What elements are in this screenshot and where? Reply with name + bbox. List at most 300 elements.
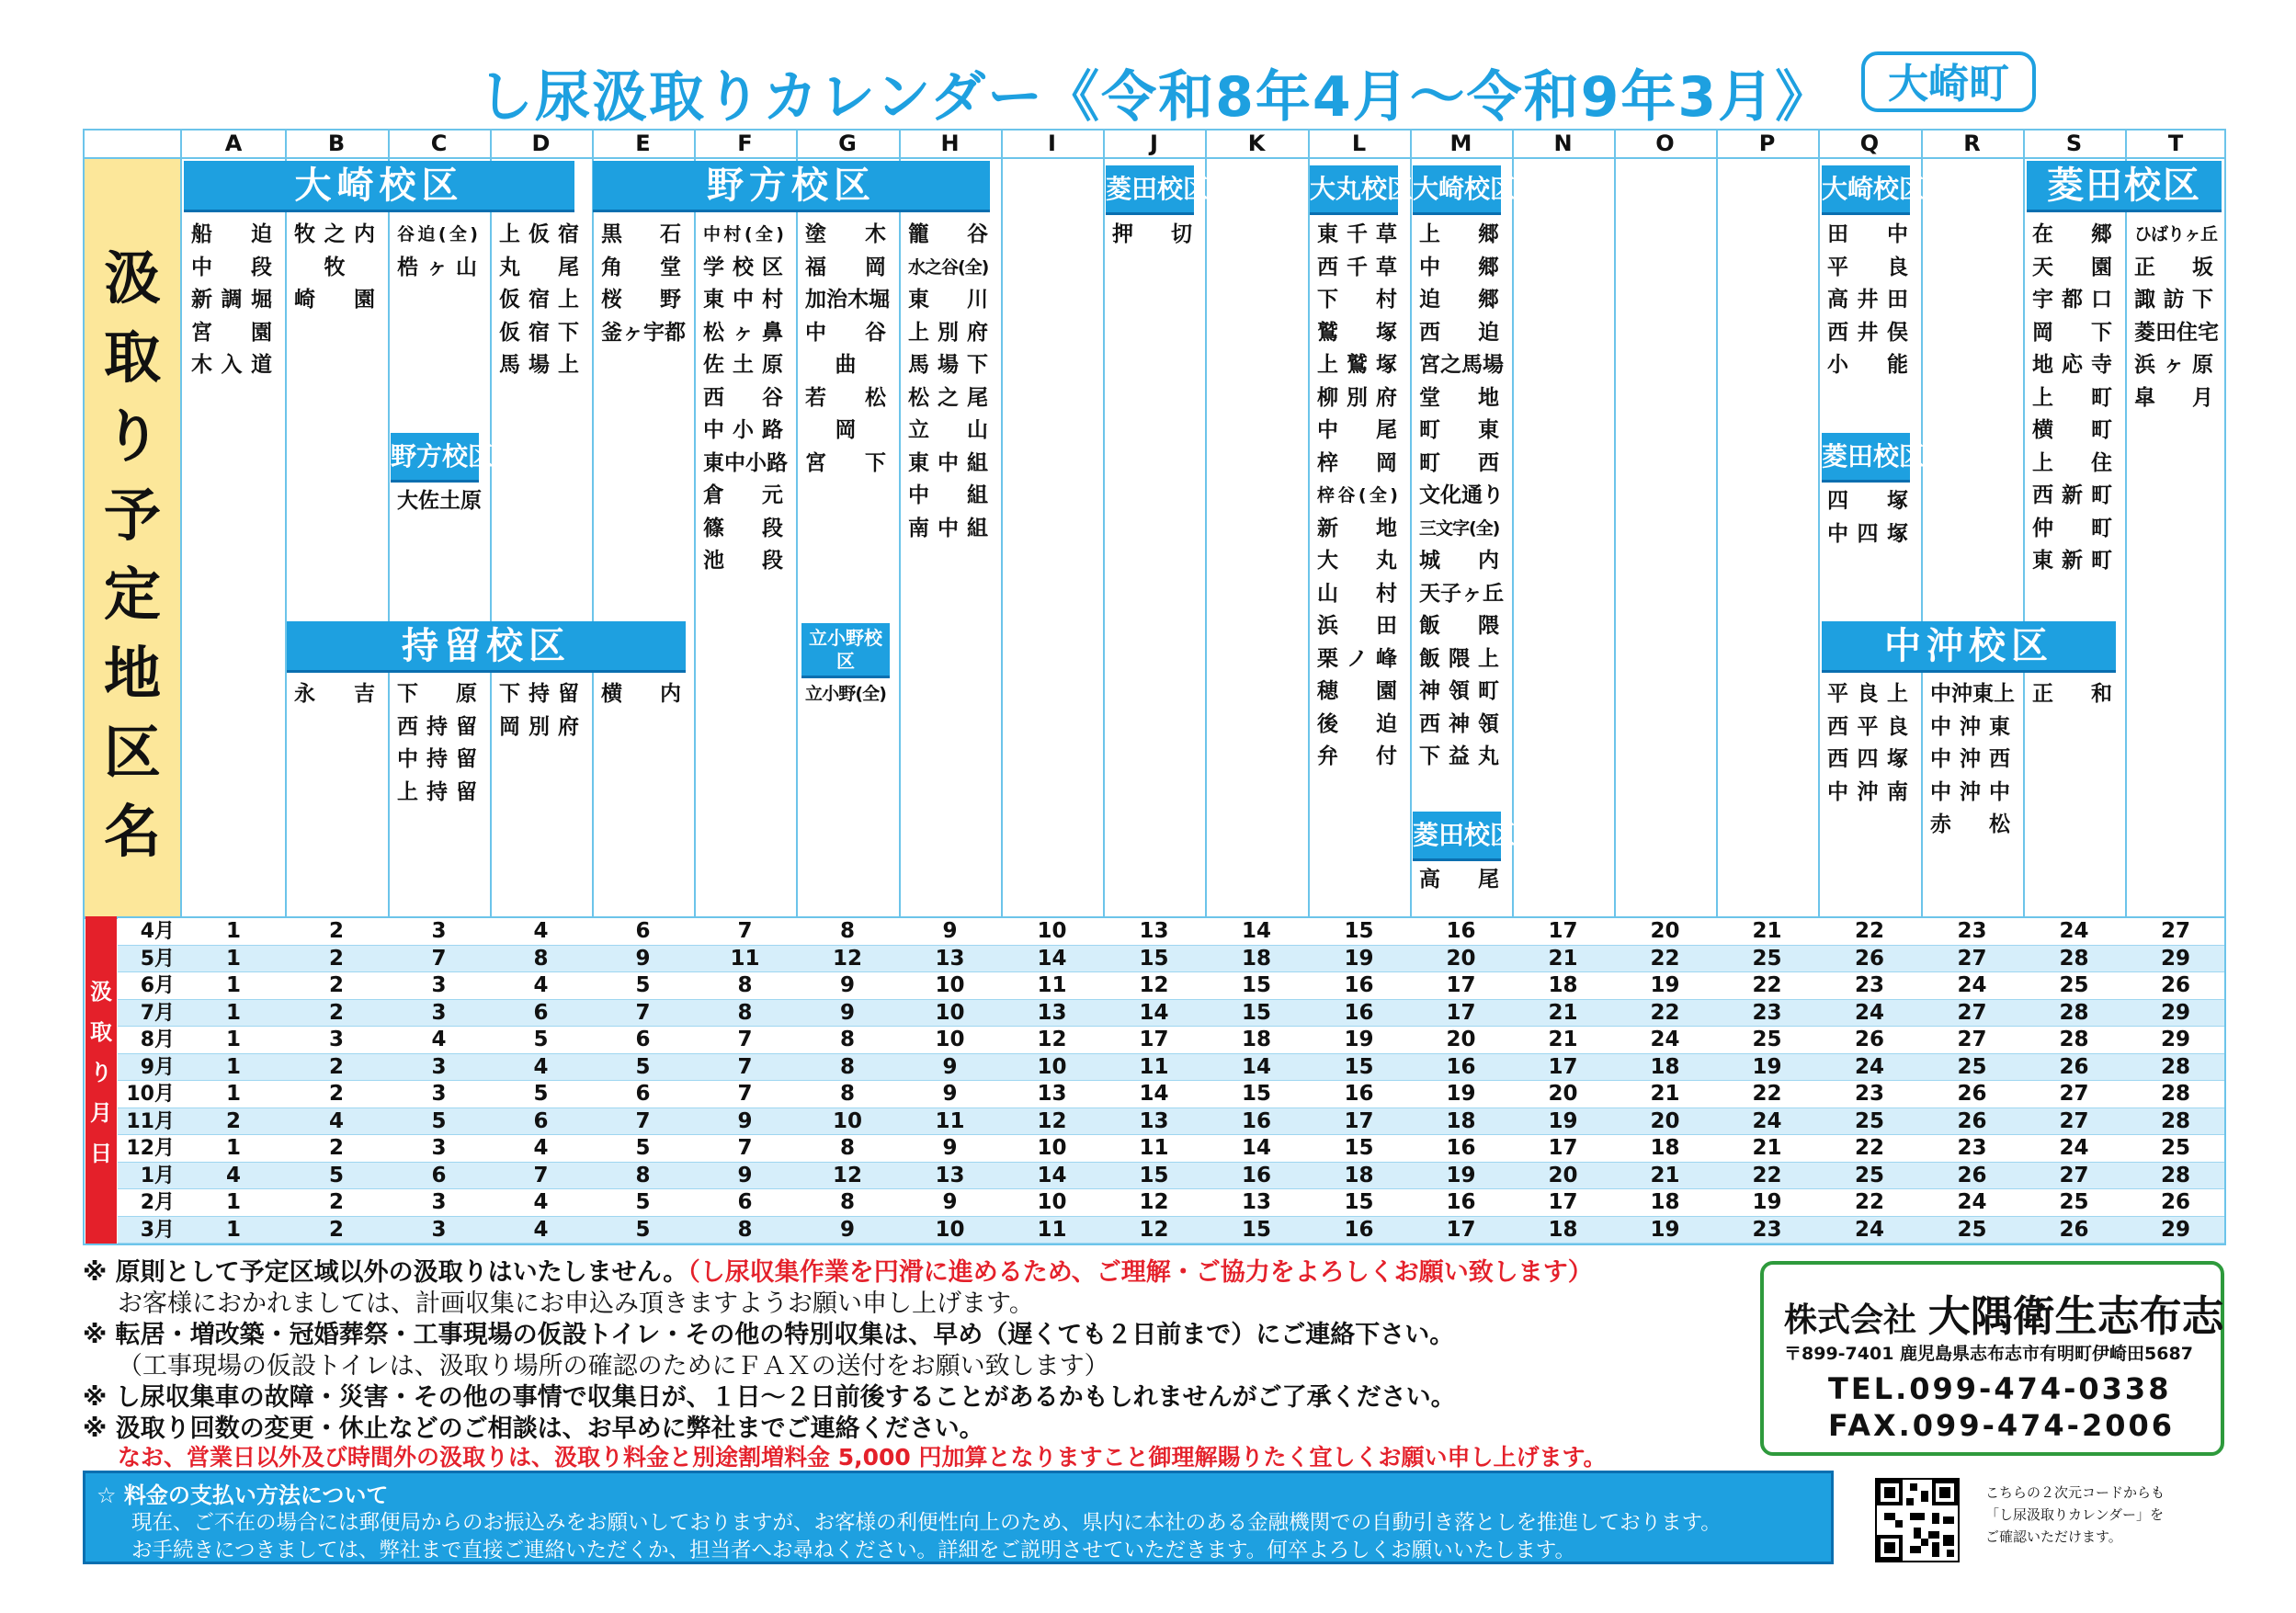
schedule-day: 5 bbox=[635, 973, 651, 997]
area-list-d1 bbox=[499, 219, 579, 382]
area-name: 三文字(全) bbox=[1419, 517, 1500, 539]
area-name: 後迫 bbox=[1317, 711, 1397, 736]
area-list-b1 bbox=[294, 219, 375, 317]
area-name: 岡別府 bbox=[499, 714, 579, 739]
schedule-day: 17 bbox=[1139, 1028, 1169, 1051]
schedule-day: 3 bbox=[431, 1054, 447, 1079]
area-name: 上住 bbox=[2032, 450, 2112, 475]
schedule-day: 29 bbox=[2160, 1217, 2190, 1242]
schedule-day: 19 bbox=[1548, 1108, 1578, 1133]
company-fax: FAX.099-474-2006 bbox=[1828, 1408, 2175, 1443]
schedule-day: 9 bbox=[839, 973, 855, 997]
schedule-day: 21 bbox=[1548, 946, 1578, 971]
area-name: 中沖南 bbox=[1827, 779, 1908, 804]
schedule-row bbox=[118, 1217, 2224, 1244]
area-list-e1 bbox=[601, 219, 686, 349]
schedule-day: 18 bbox=[1650, 1136, 1680, 1160]
banner-osaki: 大崎校区 bbox=[184, 161, 574, 212]
area-name: 中持留 bbox=[397, 747, 477, 771]
company-name-line bbox=[1784, 1283, 2224, 1344]
schedule-day: 7 bbox=[635, 1108, 651, 1133]
schedule-row bbox=[118, 1163, 2224, 1190]
schedule-day: 9 bbox=[839, 1000, 855, 1025]
schedule-day: 19 bbox=[1344, 1028, 1374, 1051]
schedule-day: 16 bbox=[1446, 1054, 1476, 1079]
qr-note-line: こちらの２次元コードからも bbox=[1985, 1484, 2165, 1501]
area-name: 梓岡 bbox=[1317, 450, 1397, 475]
area-name: 西持留 bbox=[397, 714, 477, 739]
schedule-month: 4月 bbox=[140, 920, 175, 943]
schedule-day: 19 bbox=[1752, 1190, 1782, 1214]
schedule-day: 3 bbox=[431, 1082, 447, 1106]
schedule-day: 18 bbox=[1548, 1217, 1578, 1242]
schedule-day: 12 bbox=[1139, 1217, 1169, 1242]
schedule-day: 1 bbox=[225, 1000, 241, 1025]
schedule-month: 8月 bbox=[140, 1028, 175, 1051]
area-name: 穂園 bbox=[1317, 679, 1397, 703]
schedule-day: 8 bbox=[839, 1190, 855, 1214]
area-name: 仲町 bbox=[2032, 516, 2112, 540]
schedule-day: 10 bbox=[1037, 1190, 1067, 1214]
area-name: 松ヶ鼻 bbox=[703, 320, 783, 345]
schedule-day: 26 bbox=[1957, 1163, 1987, 1187]
schedule-day: 3 bbox=[431, 1190, 447, 1214]
schedule-row bbox=[118, 1027, 2224, 1054]
month-label-char: 日 bbox=[90, 1141, 112, 1166]
area-list-s3 bbox=[2032, 678, 2112, 711]
area-name: 東川 bbox=[908, 288, 988, 312]
schedule-day: 16 bbox=[1241, 1163, 1271, 1187]
schedule-day: 18 bbox=[1650, 1190, 1680, 1214]
schedule-day: 9 bbox=[839, 1217, 855, 1242]
area-name: 中沖東上 bbox=[1930, 682, 2015, 706]
schedule-day: 3 bbox=[431, 1217, 447, 1242]
company-box bbox=[1760, 1261, 2224, 1456]
schedule-day: 12 bbox=[832, 946, 862, 971]
area-name: 新地 bbox=[1317, 516, 1397, 540]
area-name: 柳別府 bbox=[1317, 385, 1397, 410]
schedule-day: 7 bbox=[635, 1000, 651, 1025]
schedule-day: 22 bbox=[1752, 973, 1782, 997]
schedule-day: 26 bbox=[2160, 1190, 2190, 1214]
schedule-day: 2 bbox=[328, 946, 344, 971]
column-header-l: L bbox=[1351, 131, 1367, 156]
side-title-char: 名 bbox=[103, 798, 161, 865]
banner-hishida-m: 菱田校区 bbox=[1413, 812, 1501, 861]
schedule-row bbox=[118, 1189, 2224, 1217]
area-name: 池段 bbox=[703, 549, 783, 573]
area-name: 福岡 bbox=[805, 255, 886, 279]
schedule-day: 4 bbox=[533, 1136, 549, 1160]
area-name: 田中 bbox=[1827, 222, 1908, 246]
column-header-r: R bbox=[1963, 131, 1981, 156]
qr-note bbox=[1985, 1482, 2165, 1548]
area-name: 横内 bbox=[601, 682, 681, 706]
month-label bbox=[85, 916, 117, 1244]
area-name: 谷迫(全) bbox=[397, 224, 477, 244]
schedule-day: 19 bbox=[1752, 1054, 1782, 1079]
area-name: 若松 bbox=[805, 385, 886, 410]
schedule-day: 11 bbox=[1139, 1054, 1169, 1079]
schedule-row bbox=[118, 1135, 2224, 1163]
schedule-day: 7 bbox=[737, 1136, 753, 1160]
schedule-day: 9 bbox=[942, 1054, 958, 1079]
schedule-day: 15 bbox=[1139, 1163, 1169, 1187]
schedule-day: 10 bbox=[832, 1108, 862, 1133]
schedule-day: 12 bbox=[1139, 973, 1169, 997]
schedule-day: 8 bbox=[737, 1217, 753, 1242]
schedule-month: 6月 bbox=[140, 974, 175, 997]
schedule-day: 2 bbox=[328, 1082, 344, 1106]
schedule-day: 2 bbox=[328, 1217, 344, 1242]
schedule-day: 22 bbox=[1650, 1000, 1680, 1025]
schedule-day: 9 bbox=[737, 1163, 753, 1187]
side-title-char: 汲 bbox=[103, 244, 161, 312]
schedule-day: 23 bbox=[1752, 1000, 1782, 1025]
schedule-day: 12 bbox=[832, 1163, 862, 1187]
area-name: 南中組 bbox=[908, 516, 988, 540]
schedule-day: 4 bbox=[328, 1108, 344, 1133]
schedule-day: 24 bbox=[1854, 1054, 1884, 1079]
column-header-e: E bbox=[635, 131, 651, 156]
area-name: 四塚 bbox=[1827, 489, 1908, 513]
area-list-q2 bbox=[1827, 485, 1908, 551]
schedule-day: 10 bbox=[935, 1028, 965, 1051]
schedule-day: 2 bbox=[328, 1190, 344, 1214]
area-name: 上持留 bbox=[397, 779, 477, 804]
column-header-s: S bbox=[2065, 131, 2083, 156]
area-name: 迫郷 bbox=[1419, 288, 1499, 312]
schedule-day: 27 bbox=[2059, 1082, 2089, 1106]
column-header-p: P bbox=[1758, 131, 1776, 156]
area-name: 下原 bbox=[397, 682, 477, 706]
schedule-day: 28 bbox=[2059, 1000, 2089, 1025]
schedule-day: 23 bbox=[1957, 919, 1987, 943]
area-name: 中小路 bbox=[703, 418, 783, 442]
schedule-day: 17 bbox=[1446, 1217, 1476, 1242]
schedule-day: 10 bbox=[1037, 1136, 1067, 1160]
schedule-day: 5 bbox=[635, 1054, 651, 1079]
area-name: 立小野(全) bbox=[805, 684, 886, 704]
schedule-day: 24 bbox=[1854, 1217, 1884, 1242]
area-list-t1 bbox=[2134, 219, 2219, 415]
schedule-day: 10 bbox=[1037, 1054, 1067, 1079]
schedule-day: 24 bbox=[1752, 1108, 1782, 1133]
schedule-month: 3月 bbox=[140, 1218, 175, 1242]
area-name: 西新町 bbox=[2032, 483, 2112, 507]
schedule-day: 8 bbox=[839, 1054, 855, 1079]
schedule-day: 6 bbox=[737, 1190, 753, 1214]
schedule-day: 21 bbox=[1650, 1082, 1680, 1106]
area-name: 弁付 bbox=[1317, 744, 1397, 768]
area-list-g3 bbox=[805, 678, 886, 711]
payment-line-1: 現在、ご不在の場合には郵便局からのお振込みをお願いしておりますが、お客様の利便性向上のため、県内に本社のある金融機関での自動引き落としを推進しております。 bbox=[131, 1511, 1722, 1535]
area-name: 菱田住宅 bbox=[2134, 320, 2219, 345]
area-name: 上鷲塚 bbox=[1317, 353, 1397, 377]
schedule-day: 12 bbox=[1037, 1028, 1067, 1051]
schedule-day: 5 bbox=[533, 1082, 549, 1106]
area-name: 宮下 bbox=[805, 450, 886, 475]
schedule-row bbox=[118, 1000, 2224, 1028]
company-name: 大隅衛生志布志 bbox=[1927, 1291, 2224, 1341]
schedule-day: 29 bbox=[2160, 946, 2190, 971]
schedule-day: 4 bbox=[533, 973, 549, 997]
area-name: 中尾 bbox=[1317, 418, 1397, 442]
note-1-red: （し尿収集作業を円滑に進めるため、ご理解・ご協力をよろしくお願い致します） bbox=[688, 1258, 1593, 1287]
area-name: 神領町 bbox=[1419, 679, 1499, 703]
schedule-day: 25 bbox=[1752, 1028, 1782, 1051]
area-name: 高井田 bbox=[1827, 288, 1908, 312]
schedule-day: 2 bbox=[225, 1108, 241, 1133]
schedule-row bbox=[118, 1108, 2224, 1136]
schedule-day: 28 bbox=[2160, 1108, 2190, 1133]
area-name: 桜野 bbox=[601, 288, 681, 312]
area-name: 馬場上 bbox=[499, 353, 579, 377]
qr-code-icon bbox=[1877, 1480, 1958, 1561]
schedule-day: 13 bbox=[1037, 1000, 1067, 1025]
banner-osaki-m: 大崎校区 bbox=[1413, 165, 1501, 215]
schedule-day: 16 bbox=[1446, 1190, 1476, 1214]
schedule-day: 22 bbox=[1752, 1082, 1782, 1106]
qr-note-line: ご確認いただけます。 bbox=[1985, 1528, 2122, 1545]
column-header-d: D bbox=[531, 131, 551, 156]
month-label-char: 取 bbox=[90, 1019, 112, 1045]
area-name: 鷲塚 bbox=[1317, 320, 1397, 345]
payment-heading: ☆ 料金の支払い方法について bbox=[97, 1482, 389, 1508]
column-header-q: Q bbox=[1859, 131, 1880, 156]
schedule-day: 17 bbox=[1548, 1136, 1578, 1160]
side-title-char: 地 bbox=[103, 640, 161, 707]
schedule-day: 13 bbox=[1139, 919, 1169, 943]
schedule-day: 1 bbox=[225, 1136, 241, 1160]
schedule-day: 16 bbox=[1446, 919, 1476, 943]
schedule-day: 18 bbox=[1650, 1054, 1680, 1079]
schedule-day: 1 bbox=[225, 973, 241, 997]
area-list-c1 bbox=[397, 219, 477, 284]
area-name: 浜ヶ原 bbox=[2134, 353, 2213, 377]
column-header-m: M bbox=[1449, 131, 1472, 156]
area-name: 中村(全) bbox=[703, 224, 783, 244]
schedule-day: 16 bbox=[1446, 1136, 1476, 1160]
area-list-m2 bbox=[1419, 864, 1499, 897]
area-name: 木入道 bbox=[191, 353, 272, 377]
schedule-day: 6 bbox=[635, 1082, 651, 1106]
area-list-a1 bbox=[191, 219, 272, 382]
area-name: 赤松 bbox=[1930, 812, 2010, 836]
area-name: 西千草 bbox=[1317, 255, 1397, 279]
area-name: 加治木堀 bbox=[805, 288, 890, 312]
area-list-f1 bbox=[703, 219, 788, 578]
note-1-text: ※ 原則として予定区域以外の汲取りはいたしません。 bbox=[83, 1258, 688, 1287]
schedule-day: 4 bbox=[225, 1163, 241, 1187]
area-name: 東新町 bbox=[2032, 549, 2112, 573]
schedule-day: 18 bbox=[1344, 1163, 1374, 1187]
area-list-r3 bbox=[1930, 678, 2015, 842]
area-name: 宮之馬場 bbox=[1419, 353, 1504, 377]
column-header-j: J bbox=[1150, 131, 1158, 156]
schedule-day: 15 bbox=[1139, 946, 1169, 971]
schedule-day: 27 bbox=[2160, 919, 2190, 943]
schedule-day: 25 bbox=[1957, 1217, 1987, 1242]
area-name: 西谷 bbox=[703, 385, 783, 410]
side-title-char: 定 bbox=[103, 561, 161, 628]
schedule-day: 9 bbox=[737, 1108, 753, 1133]
schedule-day: 3 bbox=[431, 1000, 447, 1025]
area-list-g1 bbox=[805, 219, 890, 480]
schedule-day: 12 bbox=[1139, 1190, 1169, 1214]
area-name: 新調堀 bbox=[191, 288, 272, 312]
area-name: 仮宿下 bbox=[499, 320, 579, 345]
column-header-n: N bbox=[1553, 131, 1573, 156]
area-name: 籠谷 bbox=[908, 222, 988, 246]
schedule-month: 5月 bbox=[140, 947, 175, 971]
payment-box bbox=[83, 1471, 1834, 1564]
schedule-day: 27 bbox=[1957, 1000, 1987, 1025]
area-name: 佐土原 bbox=[703, 353, 783, 377]
area-name: 平良 bbox=[1827, 255, 1908, 279]
schedule-day: 5 bbox=[635, 1217, 651, 1242]
town-badge: 大崎町 bbox=[1861, 51, 2036, 112]
schedule-day: 4 bbox=[431, 1028, 447, 1051]
grid-hline bbox=[85, 157, 2224, 159]
area-name: 中郷 bbox=[1419, 255, 1499, 279]
schedule-day: 23 bbox=[1752, 1217, 1782, 1242]
area-name: 釜ヶ宇都 bbox=[601, 320, 686, 345]
schedule-month: 12月 bbox=[126, 1137, 175, 1160]
area-list-l1 bbox=[1317, 219, 1397, 774]
note-5: なお、営業日以外及び時間外の汲取りは、汲取り料金と別途割増料金 5,000 円加算となりますこと御理解賜りたく宜しくお願い申し上げます。 bbox=[118, 1444, 1607, 1471]
banner-hishida-j: 菱田校区 bbox=[1106, 165, 1194, 215]
area-name: 諏訪下 bbox=[2134, 288, 2213, 312]
column-header-b: B bbox=[327, 131, 346, 156]
area-name: 学校区 bbox=[703, 255, 783, 279]
schedule-day: 22 bbox=[1854, 1190, 1884, 1214]
schedule-day: 8 bbox=[839, 919, 855, 943]
schedule-day: 26 bbox=[1957, 1108, 1987, 1133]
area-name: 松之尾 bbox=[908, 385, 988, 410]
area-name: 塗木 bbox=[805, 222, 886, 246]
schedule-day: 17 bbox=[1446, 973, 1476, 997]
column-header-f: F bbox=[737, 131, 753, 156]
area-name: 水之谷(全) bbox=[908, 256, 989, 278]
side-title bbox=[94, 239, 171, 871]
area-name: 西四塚 bbox=[1827, 747, 1908, 771]
schedule-day: 16 bbox=[1241, 1108, 1271, 1133]
area-list-e3 bbox=[601, 678, 681, 711]
note-3: ※ し尿収集車の故障・災害・その他の事情で収集日が、１日～２日前後することがあるかもしれませんがご了承ください。 bbox=[83, 1383, 1456, 1412]
area-name: ひばりヶ丘 bbox=[2134, 224, 2218, 244]
schedule-day: 14 bbox=[1241, 1136, 1271, 1160]
banner-hishida-st: 菱田校区 bbox=[2027, 161, 2222, 212]
schedule-day: 6 bbox=[533, 1000, 549, 1025]
area-name: 城内 bbox=[1419, 549, 1499, 573]
schedule-day: 28 bbox=[2059, 1028, 2089, 1051]
schedule-day: 2 bbox=[328, 919, 344, 943]
area-name: 梏ヶ山 bbox=[397, 255, 477, 279]
schedule-day: 4 bbox=[533, 1217, 549, 1242]
schedule-day: 25 bbox=[2160, 1136, 2190, 1160]
schedule-day: 4 bbox=[533, 1190, 549, 1214]
schedule-day: 22 bbox=[1854, 919, 1884, 943]
schedule-month: 1月 bbox=[140, 1164, 175, 1187]
schedule-day: 24 bbox=[2059, 919, 2089, 943]
schedule-day: 8 bbox=[839, 1028, 855, 1051]
schedule-day: 16 bbox=[1344, 1217, 1374, 1242]
area-name: 宮園 bbox=[191, 320, 272, 345]
company-address: 〒899-7401 鹿児島県志布志市有明町伊崎田5687 bbox=[1784, 1344, 2193, 1364]
schedule-day: 13 bbox=[935, 1163, 965, 1187]
schedule-day: 17 bbox=[1548, 919, 1578, 943]
schedule-day: 7 bbox=[737, 1028, 753, 1051]
area-name: 下益丸 bbox=[1419, 744, 1499, 768]
area-list-c2 bbox=[397, 485, 482, 518]
area-name: 浜田 bbox=[1317, 614, 1397, 638]
banner-oomaru: 大丸校区 bbox=[1310, 165, 1398, 215]
banner-tachikono: 立小野校区 bbox=[801, 623, 890, 678]
area-name: 天園 bbox=[2032, 255, 2112, 279]
area-name: 東中組 bbox=[908, 450, 988, 475]
schedule-day: 14 bbox=[1241, 919, 1271, 943]
side-title-char: 区 bbox=[103, 719, 161, 786]
schedule-day: 1 bbox=[225, 1082, 241, 1106]
side-title-char: 取 bbox=[103, 324, 161, 391]
area-name: 黒石 bbox=[601, 222, 681, 246]
schedule-day: 11 bbox=[935, 1108, 965, 1133]
column-header-t: T bbox=[2167, 131, 2184, 156]
schedule-day: 11 bbox=[1037, 1217, 1067, 1242]
schedule-day: 23 bbox=[1854, 1082, 1884, 1106]
schedule-day: 10 bbox=[1037, 919, 1067, 943]
schedule-day: 8 bbox=[635, 1163, 651, 1187]
schedule-day: 22 bbox=[1854, 1136, 1884, 1160]
schedule-day: 14 bbox=[1139, 1082, 1169, 1106]
schedule-day: 5 bbox=[431, 1108, 447, 1133]
schedule-day: 8 bbox=[737, 973, 753, 997]
schedule-row bbox=[118, 918, 2224, 946]
area-name: 地応寺 bbox=[2032, 353, 2112, 377]
schedule-row bbox=[118, 972, 2224, 1000]
schedule-day: 5 bbox=[533, 1028, 549, 1051]
area-name: 平良上 bbox=[1827, 682, 1908, 706]
note-2: ※ 転居・増改築・冠婚葬祭・工事現場の仮設トイレ・その他の特別収集は、早め（遅くても２日前まで）にご連絡下さい。 bbox=[83, 1321, 1455, 1349]
schedule-day: 8 bbox=[533, 946, 549, 971]
area-name: 町西 bbox=[1419, 450, 1499, 475]
area-name: 飯隈 bbox=[1419, 614, 1499, 638]
schedule-day: 2 bbox=[328, 1054, 344, 1079]
schedule-day: 23 bbox=[1957, 1136, 1987, 1160]
qr-code[interactable] bbox=[1875, 1478, 1960, 1562]
schedule-day: 18 bbox=[1446, 1108, 1476, 1133]
area-name: 皐月 bbox=[2134, 385, 2213, 410]
area-name: 高尾 bbox=[1419, 868, 1499, 892]
schedule-day: 20 bbox=[1650, 1108, 1680, 1133]
area-name: 丸尾 bbox=[499, 255, 579, 279]
month-label-char: 月 bbox=[90, 1100, 112, 1126]
area-name: 文化通り bbox=[1419, 483, 1504, 507]
schedule-day: 7 bbox=[431, 946, 447, 971]
schedule-day: 26 bbox=[2160, 973, 2190, 997]
schedule-month: 7月 bbox=[140, 1001, 175, 1025]
area-name: 正和 bbox=[2032, 682, 2112, 706]
schedule-day: 4 bbox=[533, 919, 549, 943]
schedule-day: 3 bbox=[431, 1136, 447, 1160]
banner-mochidome: 持留校区 bbox=[287, 621, 686, 673]
area-name: 西迫 bbox=[1419, 320, 1499, 345]
schedule-day: 18 bbox=[1241, 946, 1271, 971]
schedule-day: 25 bbox=[1854, 1108, 1884, 1133]
area-name: 岡 bbox=[835, 418, 857, 442]
schedule-day: 11 bbox=[1139, 1136, 1169, 1160]
